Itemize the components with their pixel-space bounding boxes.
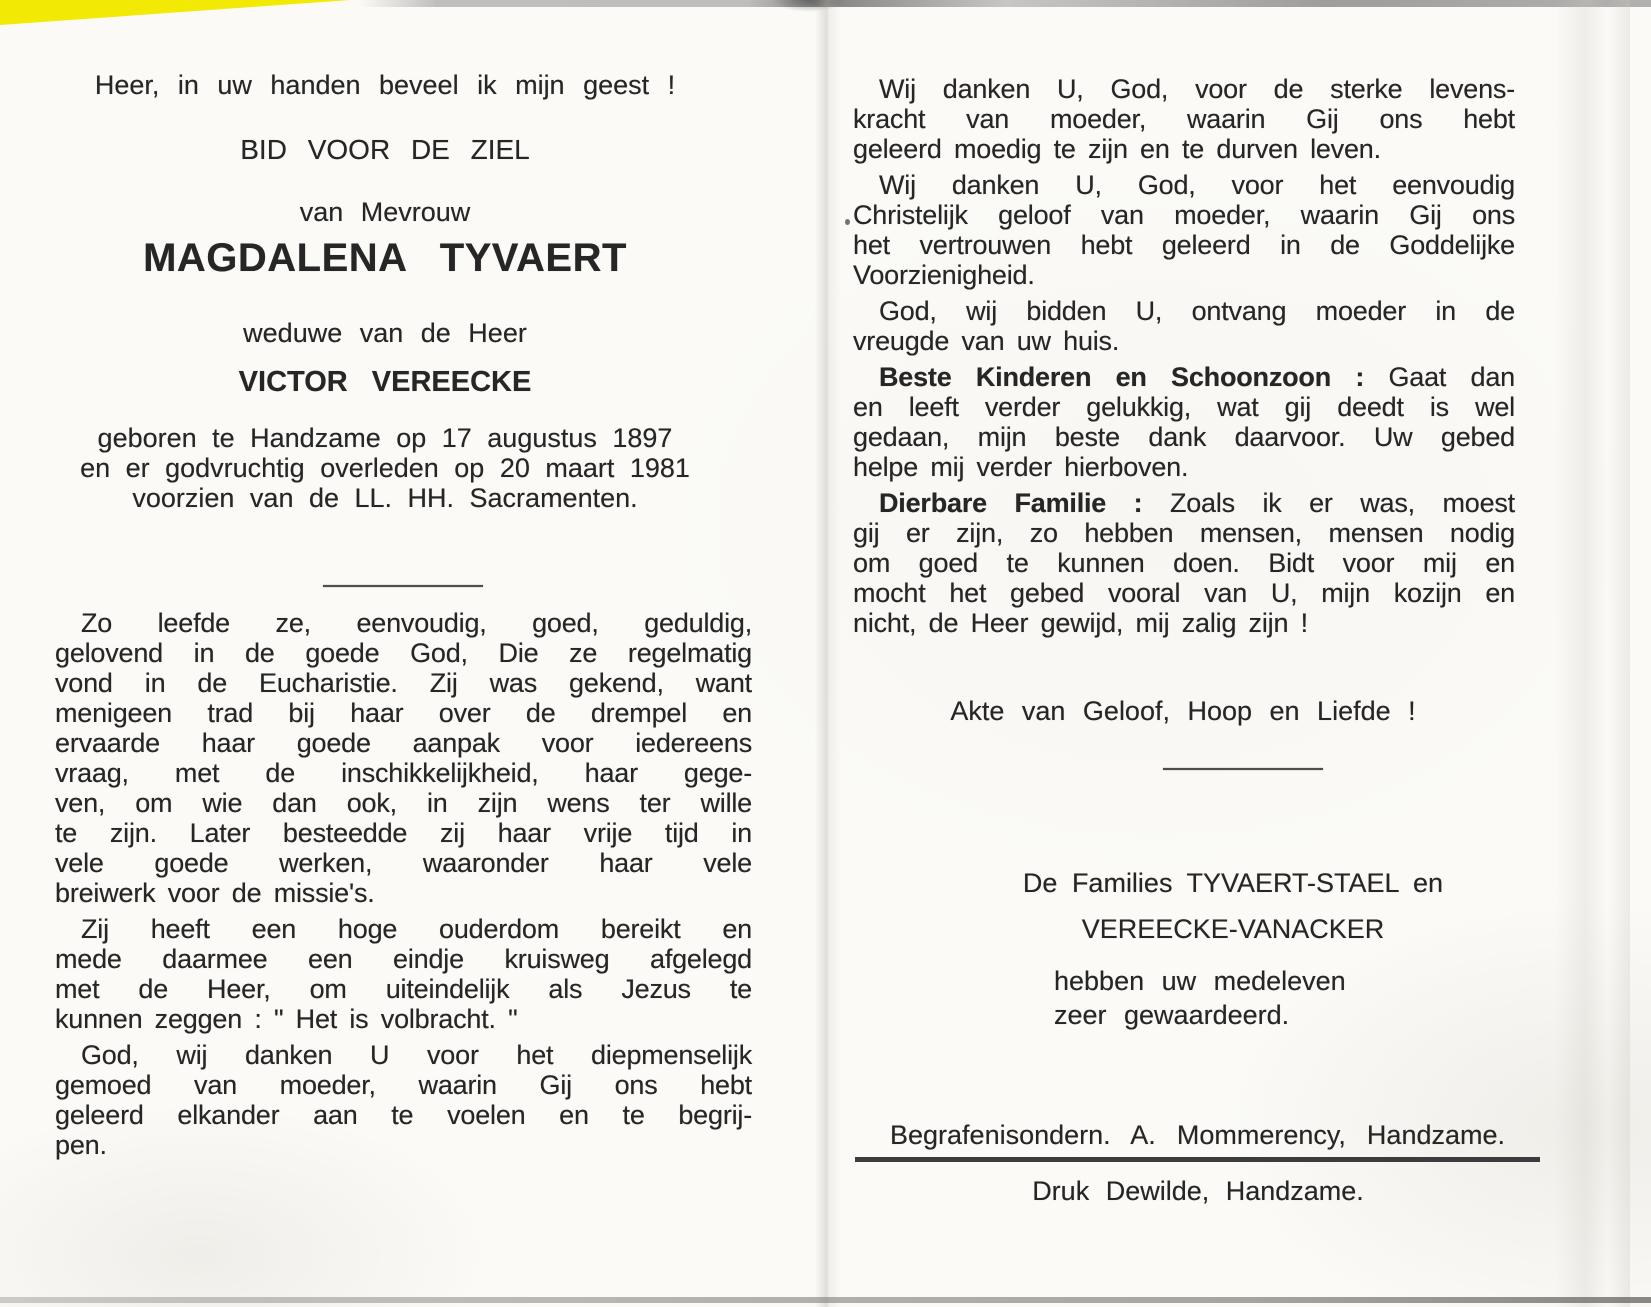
paragraph — [853, 362, 1515, 482]
text-line: Zo leefde ze, eenvoudig, goed, geduldig, — [81, 608, 752, 638]
undertaker-line: Begrafenisondern. A. Mommerency, Handzame. — [890, 1120, 1505, 1150]
van-mevrouw-line: van Mevrouw — [299, 197, 471, 227]
paragraph — [55, 914, 752, 1034]
text-line: Christelijk geloof van moeder, waarin Gij ons — [853, 200, 1515, 230]
divider-rule — [1163, 768, 1323, 770]
death-line: en er godvruchtig overleden op 20 maart 1981 — [80, 453, 690, 483]
text-line: God, wij danken U voor het diepmenselijk — [81, 1040, 752, 1070]
bid-voor-de-ziel-heading: BID VOOR DE ZIEL — [240, 134, 530, 165]
paragraph-lead-rest: Gaat dan — [1388, 362, 1515, 392]
text-line: gedaan, mijn beste dank daarvoor. Uw gebed — [853, 422, 1515, 452]
text-line: geleerd elkander aan te voelen en te begrij- — [55, 1100, 752, 1130]
sacraments-line: voorzien van de LL. HH. Sacramenten. — [132, 483, 638, 513]
biography-text — [55, 608, 752, 1160]
text-line: kracht van moeder, waarin Gij ons hebt — [853, 104, 1515, 134]
text-line: breiwerk voor de missie's. — [55, 878, 375, 908]
text-line: vraag, met de inschikkelijkheid, haar gege- — [55, 758, 752, 788]
text-line: ven, om wie dan ook, in zijn wens ter wille — [55, 788, 752, 818]
text-line: gemoed van moeder, waarin Gij ons hebt — [55, 1070, 752, 1100]
prayers-text — [853, 74, 1515, 638]
text-line: en leeft verder gelukkig, wat gij deedt is wel — [853, 392, 1515, 422]
paragraph — [853, 74, 1515, 164]
families-line: De Families TYVAERT-STAEL en — [1022, 868, 1444, 898]
text-line: menigeen trad bij haar over de drempel en — [55, 698, 752, 728]
text-line: Zij heeft een hoge ouderdom bereikt en — [81, 914, 752, 944]
divider-rule — [323, 585, 483, 587]
text-line: kunnen zeggen : " Het is volbracht. " — [55, 1004, 518, 1034]
text-line: om goed te kunnen doen. Bidt voor mij en — [853, 548, 1515, 578]
deceased-name: MAGDALENA TYVAERT — [143, 236, 627, 280]
families-block — [923, 860, 1543, 952]
birth-line: geboren te Handzame op 17 augustus 1897 — [97, 423, 673, 453]
condolence-thanks-block — [1054, 964, 1484, 1032]
text-line: ervaarde haar goede aanpak voor iedereens — [55, 728, 752, 758]
text-line: gij er zijn, zo hebben mensen, mensen nodig — [853, 518, 1515, 548]
text-line: te zijn. Later besteedde zij haar vrije tijd in — [55, 818, 752, 848]
act-of-faith-line: Akte van Geloof, Hoop en Liefde ! — [950, 696, 1416, 726]
text-line: geleerd moedig te zijn en te durven leven. — [853, 134, 1381, 164]
text-line: helpe mij verder hierboven. — [853, 452, 1189, 482]
text-line: vele goede werken, waaronder haar vele — [55, 848, 752, 878]
paragraph-lead: Dierbare Familie : — [879, 488, 1143, 518]
paragraph — [55, 1040, 752, 1160]
paragraph-lead-rest: Zoals ik er was, moest — [1169, 488, 1515, 518]
text-line: gelovend in de goede God, Die ze regelmatig — [55, 638, 752, 668]
text-line: mede daarmee een eindje kruisweg afgelegd — [55, 944, 752, 974]
opening-prayer-line: Heer, in uw handen beveel ik mijn geest ! — [94, 70, 676, 100]
text-line: het vertrouwen hebt geleerd in de Goddelijke — [853, 230, 1515, 260]
text-line: pen. — [55, 1130, 107, 1160]
text-line: hebben uw medeleven — [1054, 966, 1346, 996]
text-line: vreugde van uw huis. — [853, 326, 1120, 356]
widow-of-line: weduwe van de Heer — [243, 318, 527, 348]
text-line: met de Heer, om uiteindelijk als Jezus te — [55, 974, 752, 1004]
paragraph — [55, 608, 752, 908]
text-line: Wij danken U, God, voor de sterke levens- — [879, 74, 1515, 104]
right-page — [828, 0, 1651, 1307]
text-line: vond in de Eucharistie. Zij was gekend, want — [55, 668, 752, 698]
text-line — [853, 362, 1515, 392]
paragraph — [853, 296, 1515, 356]
families-line: VEREECKE-VANACKER — [1081, 914, 1385, 944]
text-line: Wij danken U, God, voor het eenvoudig — [879, 170, 1515, 200]
text-line: mocht het gebed vooral van U, mijn kozijn en — [853, 578, 1515, 608]
paragraph — [853, 170, 1515, 290]
text-line: nicht, de Heer gewijd, mij zalig zijn ! — [853, 608, 1308, 638]
text-line: Voorzienigheid. — [853, 260, 1035, 290]
text-line: zeer gewaardeerd. — [1054, 1000, 1290, 1030]
spouse-name: VICTOR VEREECKE — [238, 366, 532, 398]
printer-line: Druk Dewilde, Handzame. — [1032, 1176, 1364, 1206]
paragraph-lead: Beste Kinderen en Schoonzoon : — [879, 362, 1365, 392]
text-line: God, wij bidden U, ontvang moeder in de — [879, 296, 1515, 326]
paragraph — [853, 488, 1515, 638]
undertaker-rule — [855, 1157, 1540, 1162]
birth-death-block — [35, 423, 735, 513]
text-line — [853, 488, 1515, 518]
